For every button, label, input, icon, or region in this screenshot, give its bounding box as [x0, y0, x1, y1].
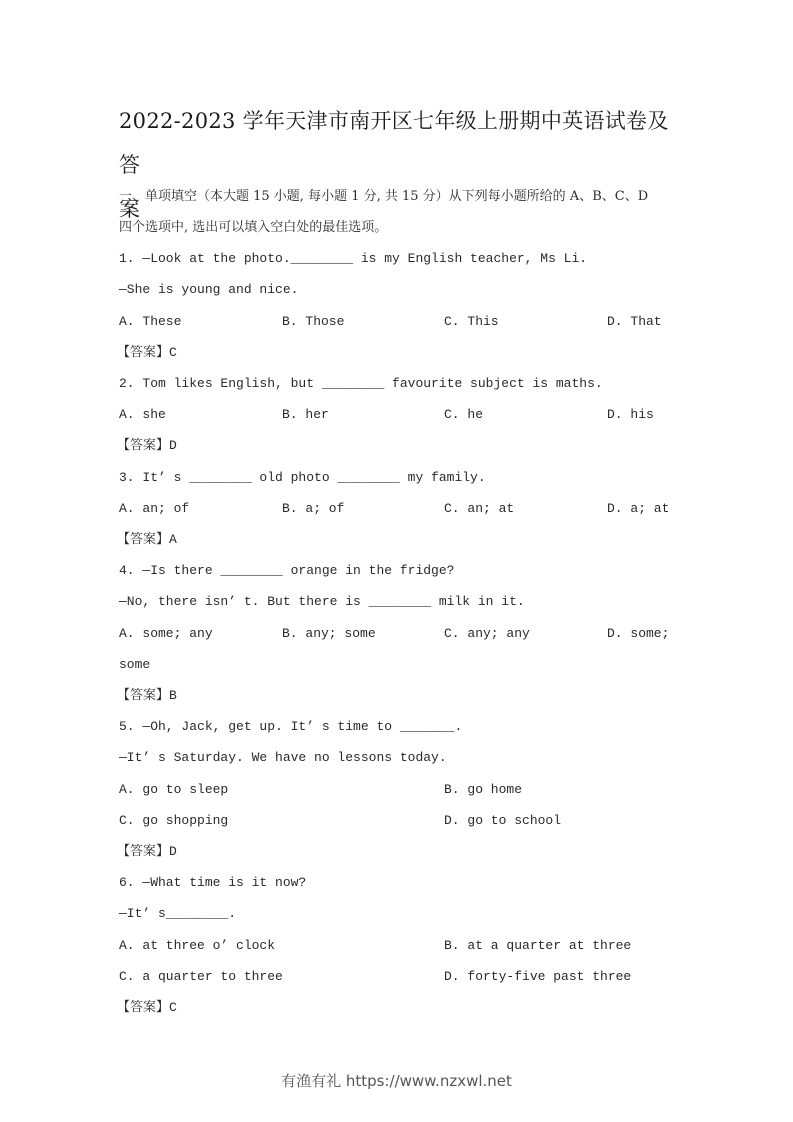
option-a: A. at three o’ clock [119, 938, 276, 953]
answer-value: C [169, 345, 177, 360]
option-b: B. at a quarter at three [444, 938, 632, 953]
section-heading-line-1: 一、单项填空（本大题 15 小题, 每小题 1 分, 共 15 分）从下列每小题所给的 A、B、C、D [119, 189, 649, 204]
option-d: D. That [607, 314, 662, 329]
option-d-wrap: some [119, 657, 151, 672]
question-stem: 2. Tom likes English, but ________ favourite subject is maths. [119, 376, 603, 391]
answer [117, 437, 177, 455]
option-b: B. go home [444, 782, 523, 797]
option-c: C. he [444, 407, 484, 422]
question-stem: —She is young and nice. [119, 282, 299, 297]
answer-label: 【答案】 [117, 688, 170, 703]
answer-value: D [169, 844, 177, 859]
question-stem: 5. —Oh, Jack, get up. It’ s time to _______. [119, 719, 463, 734]
page-title [119, 99, 689, 231]
option-d: D. his [607, 407, 654, 422]
option-b: B. her [282, 407, 329, 422]
option-a: A. These [119, 314, 182, 329]
title-line-2: 案 [119, 197, 141, 221]
section-heading-line-2: 四个选项中, 选出可以填入空白处的最佳选项。 [119, 220, 388, 235]
question-stem: 6. —What time is it now? [119, 875, 307, 890]
answer-value: A [169, 532, 177, 547]
option-b: B. Those [282, 314, 345, 329]
answer [117, 687, 177, 705]
option-a: A. an; of [119, 501, 190, 516]
option-b: B. a; of [282, 501, 345, 516]
option-c: C. This [444, 314, 499, 329]
option-c: C. an; at [444, 501, 515, 516]
option-a: A. go to sleep [119, 782, 229, 797]
option-c: C. any; any [444, 626, 530, 641]
answer-value: C [169, 1000, 177, 1015]
option-c: C. go shopping [119, 813, 229, 828]
answer-value: D [169, 438, 177, 453]
answer-label: 【答案】 [117, 438, 170, 453]
question-stem: —No, there isn’ t. But there is ________ milk in it. [119, 594, 525, 609]
answer-label: 【答案】 [117, 1000, 170, 1015]
answer [117, 843, 177, 861]
option-d: D. some; [607, 626, 670, 641]
question-stem: 4. —Is there ________ orange in the fridge? [119, 563, 455, 578]
question-stem: —It’ s________. [119, 906, 237, 921]
question-stem: 3. It’ s ________ old photo ________ my family. [119, 470, 486, 485]
answer-label: 【答案】 [117, 844, 170, 859]
option-a: A. some; any [119, 626, 213, 641]
option-d: D. go to school [444, 813, 562, 828]
option-c: C. a quarter to three [119, 969, 283, 984]
answer-label: 【答案】 [117, 345, 170, 360]
answer-label: 【答案】 [117, 532, 170, 547]
answer-value: B [169, 688, 177, 703]
option-d: D. a; at [607, 501, 670, 516]
answer [117, 531, 177, 549]
title-line-1: 2022-2023 学年天津市南开区七年级上册期中英语试卷及答 [119, 109, 669, 177]
question-stem: 1. —Look at the photo.________ is my English teacher, Ms Li. [119, 251, 588, 266]
footer-watermark: 有渔有礼 https://www.nzxwl.net [281, 1072, 512, 1090]
option-b: B. any; some [282, 626, 376, 641]
answer [117, 999, 177, 1017]
answer [117, 344, 177, 362]
option-a: A. she [119, 407, 166, 422]
question-stem: —It’ s Saturday. We have no lessons today. [119, 750, 447, 765]
option-d: D. forty-five past three [444, 969, 632, 984]
